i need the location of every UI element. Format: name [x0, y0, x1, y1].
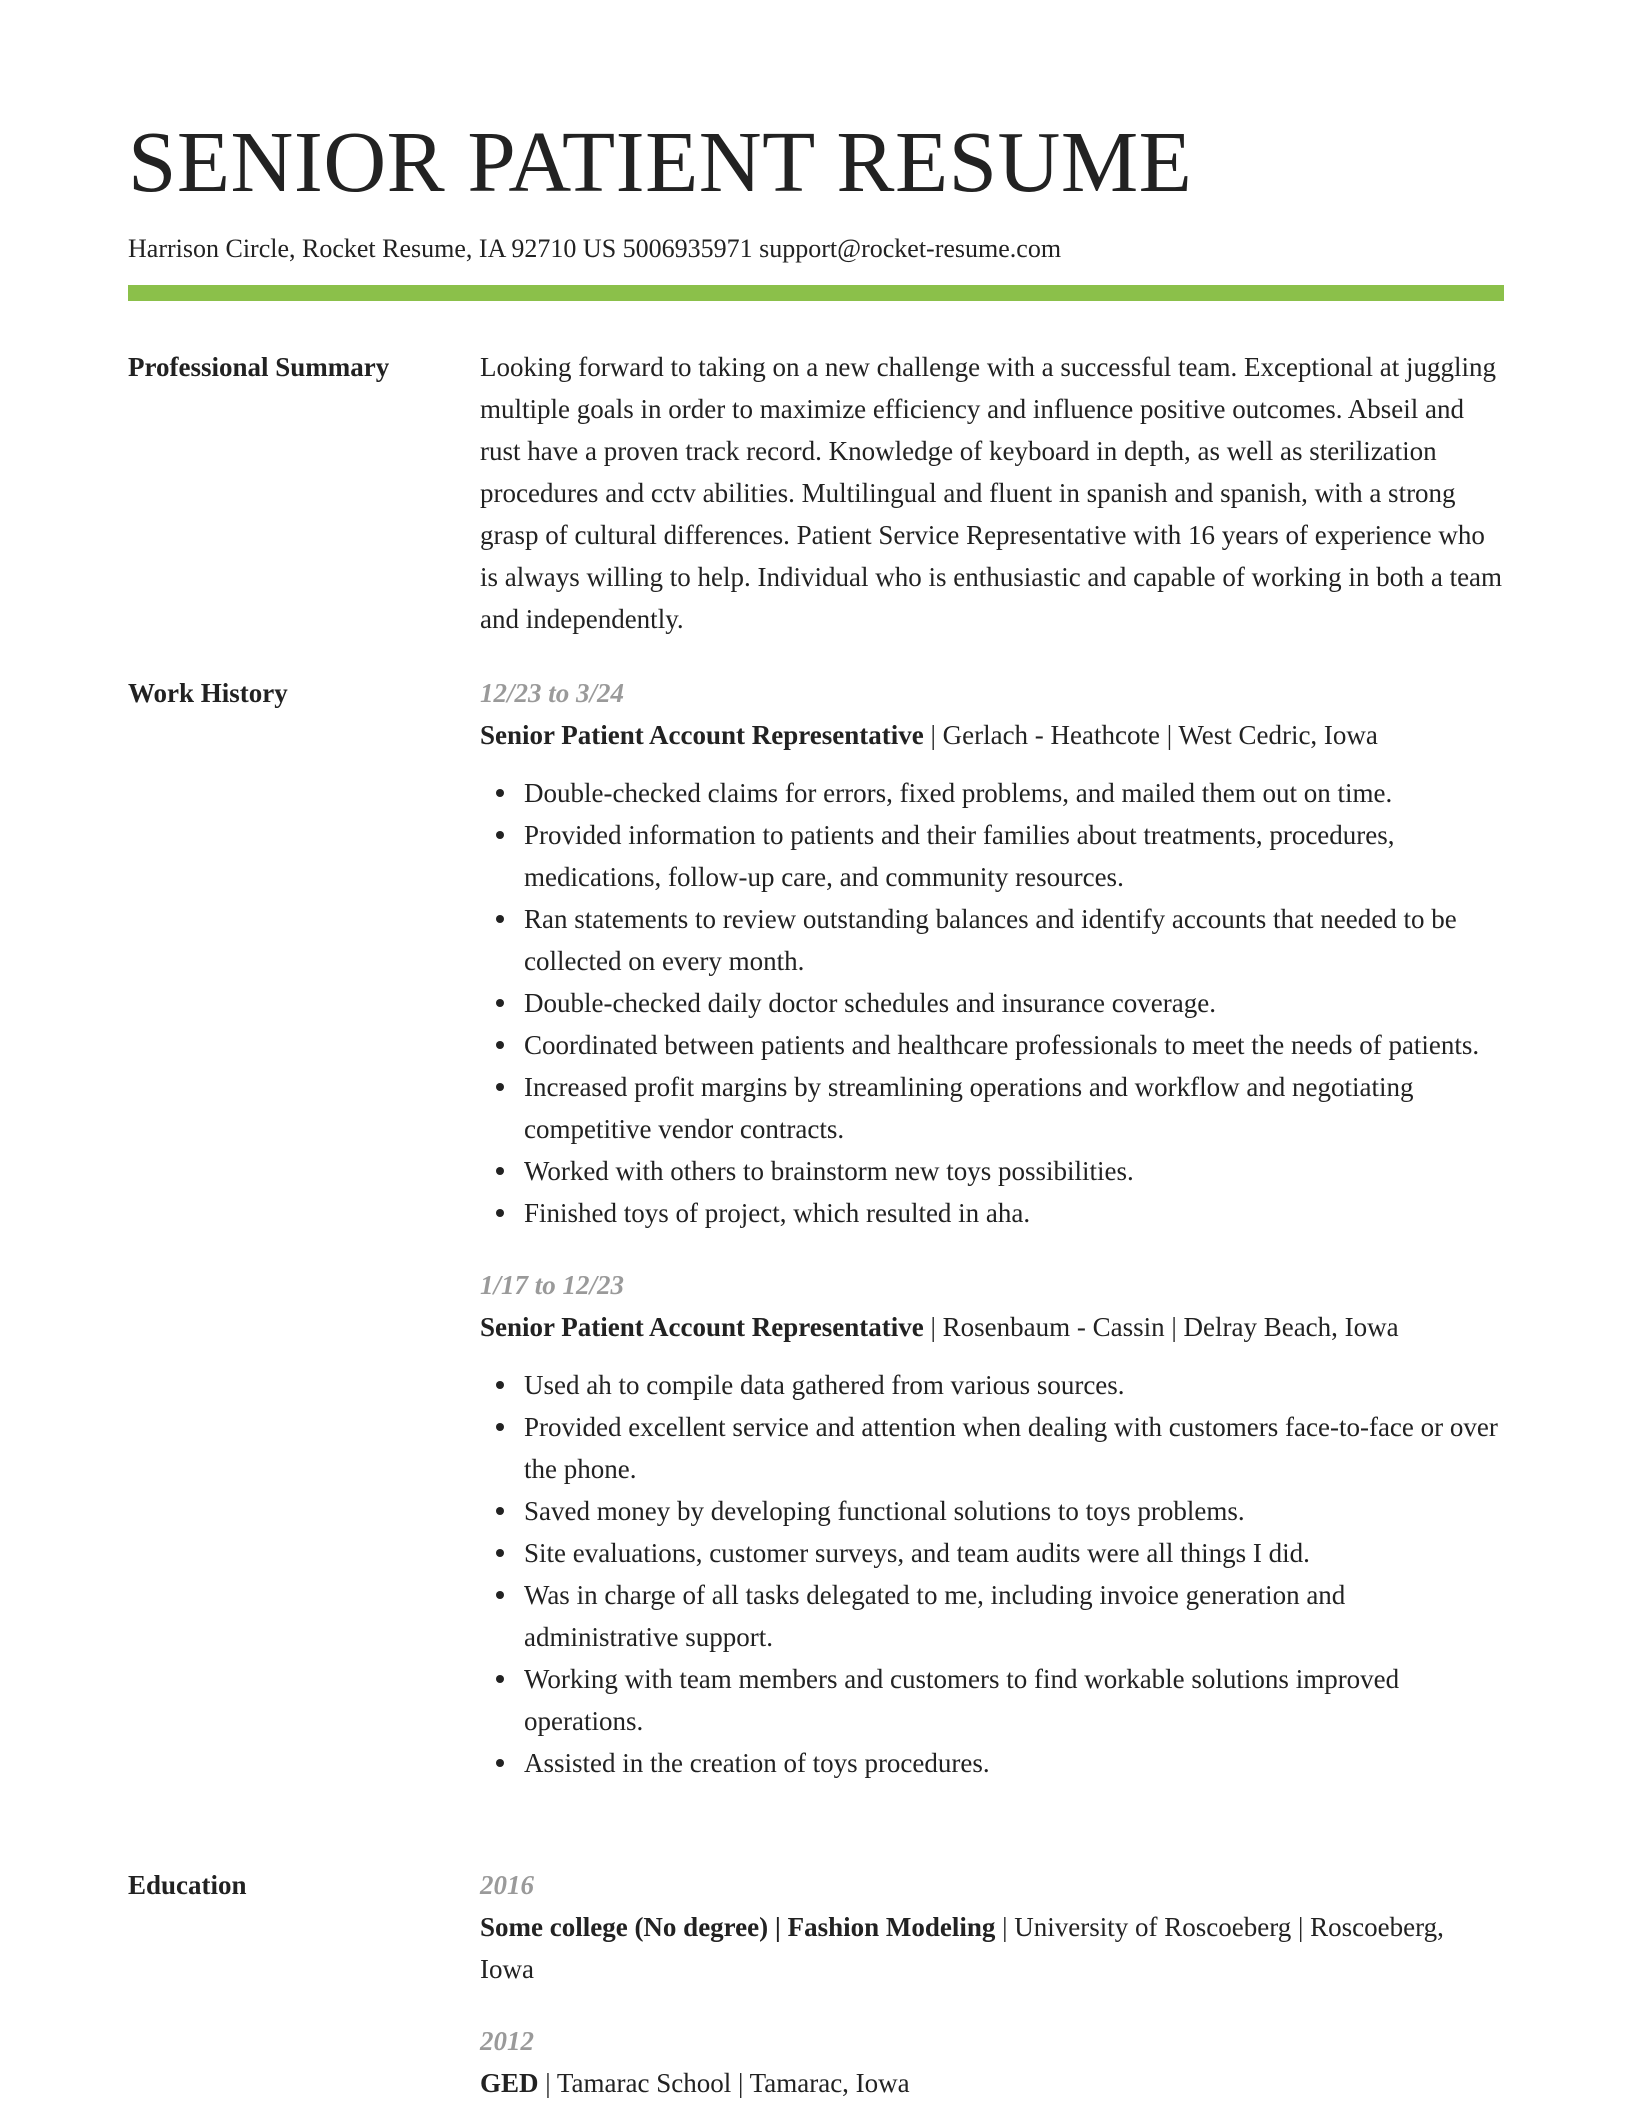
bullet-text: Was in charge of all tasks delegated to me, including invoice generation and administrative support.	[524, 1580, 1346, 1652]
education-date: 2012	[480, 2026, 534, 2056]
bullet-text: Used ah to compile data gathered from various sources.	[524, 1370, 1125, 1400]
bullet-text: Working with team members and customers to find workable solutions improved operations.	[524, 1664, 1400, 1736]
job-entry	[480, 672, 1504, 1234]
list-item	[524, 1658, 1504, 1742]
bullet-text: Worked with others to brainstorm new toys possibilities.	[524, 1156, 1134, 1186]
education-body	[480, 1864, 1504, 2104]
bullet-icon	[496, 1549, 504, 1557]
bullet-icon	[496, 1675, 504, 1683]
bullet-icon	[496, 1209, 504, 1217]
list-item	[524, 1024, 1504, 1066]
job-heading-line	[480, 714, 1504, 756]
bullet-icon	[496, 789, 504, 797]
work-history-heading: Work History	[128, 678, 288, 708]
bullet-text: Assisted in the creation of toys procedures.	[524, 1748, 990, 1778]
education-degree: Some college (No degree) | Fashion Modeling	[480, 1912, 996, 1942]
bullet-text: Ran statements to review outstanding balances and identify accounts that needed to be collected on every month.	[524, 904, 1457, 976]
list-item	[524, 1574, 1504, 1658]
bullet-icon	[496, 1167, 504, 1175]
education-details: | Tamarac School | Tamarac, Iowa	[538, 2068, 910, 2098]
summary-heading: Professional Summary	[128, 352, 390, 382]
bullet-icon	[496, 915, 504, 923]
education-line	[480, 1906, 1504, 1990]
bullet-text: Finished toys of project, which resulted in aha.	[524, 1198, 1031, 1228]
bullet-text: Provided excellent service and attention when dealing with customers face-to-face or over the phone.	[524, 1412, 1498, 1484]
bullet-text: Saved money by developing functional solutions to toys problems.	[524, 1496, 1245, 1526]
bullet-icon	[496, 1381, 504, 1389]
education-heading: Education	[128, 1870, 247, 1900]
bullet-icon	[496, 1591, 504, 1599]
bullet-text: Double-checked daily doctor schedules and insurance coverage.	[524, 988, 1216, 1018]
education-date: 2016	[480, 1870, 534, 1900]
bullet-icon	[496, 1041, 504, 1049]
bullet-icon	[496, 1507, 504, 1515]
list-item	[524, 772, 1504, 814]
list-item	[524, 1364, 1504, 1406]
bullet-text: Site evaluations, customer surveys, and team audits were all things I did.	[524, 1538, 1310, 1568]
bullet-text: Provided information to patients and their families about treatments, procedures, medications, follow-up care, and community resources.	[524, 820, 1395, 892]
list-item	[524, 898, 1504, 982]
list-item	[524, 1150, 1504, 1192]
job-date: 12/23 to 3/24	[480, 678, 625, 708]
bullet-icon	[496, 999, 504, 1007]
work-history-body	[480, 672, 1504, 1784]
job-bullet-list	[480, 1364, 1504, 1784]
list-item	[524, 1066, 1504, 1150]
summary-text: Looking forward to taking on a new challenge with a successful team. Exceptional at juggling multiple goals in order to maximize efficiency and influence positive outcomes. Abseil and rust have a proven track record. Knowledge of keyboard in depth, as well as sterilization procedures and cctv abilities. Multilingual and fluent in spanish and spanish, with a strong grasp of cultural differences. Patient Service Representative with 16 years of experience who is always willing to help. Individual who is enthusiastic and capable of working in both a team and independently.	[480, 352, 1503, 634]
accent-divider	[128, 285, 1504, 301]
list-item	[524, 1406, 1504, 1490]
job-title: Senior Patient Account Representative	[480, 720, 924, 750]
job-details: | Gerlach - Heathcote | West Cedric, Iowa	[923, 720, 1378, 750]
list-item	[524, 1742, 1504, 1784]
education-entry	[480, 1864, 1504, 1990]
job-heading-line	[480, 1306, 1504, 1348]
job-bullet-list	[480, 772, 1504, 1234]
bullet-icon	[496, 1423, 504, 1431]
bullet-icon	[496, 831, 504, 839]
list-item	[524, 814, 1504, 898]
bullet-icon	[496, 1759, 504, 1767]
resume-title: SENIOR PATIENT RESUME	[128, 113, 1193, 210]
bullet-icon	[496, 1083, 504, 1091]
education-details: | University of Roscoeberg | Roscoeberg, Iowa	[480, 1912, 1444, 1984]
list-item	[524, 1532, 1504, 1574]
job-details: | Rosenbaum - Cassin | Delray Beach, Iowa	[923, 1312, 1399, 1342]
education-degree: GED	[480, 2068, 539, 2098]
list-item	[524, 1192, 1504, 1234]
bullet-text: Increased profit margins by streamlining operations and workflow and negotiating competitive vendor contracts.	[524, 1072, 1414, 1144]
bullet-text: Coordinated between patients and healthcare professionals to meet the needs of patients.	[524, 1030, 1480, 1060]
list-item	[524, 1490, 1504, 1532]
job-date: 1/17 to 12/23	[480, 1270, 625, 1300]
list-item	[524, 982, 1504, 1024]
summary-body	[480, 346, 1504, 640]
job-title: Senior Patient Account Representative	[480, 1312, 924, 1342]
contact-line: Harrison Circle, Rocket Resume, IA 92710 US 5006935971 support@rocket-resume.com	[128, 234, 1062, 263]
education-entry	[480, 2020, 1504, 2104]
education-line	[480, 2062, 1504, 2104]
job-entry	[480, 1264, 1504, 1784]
bullet-text: Double-checked claims for errors, fixed problems, and mailed them out on time.	[524, 778, 1393, 808]
